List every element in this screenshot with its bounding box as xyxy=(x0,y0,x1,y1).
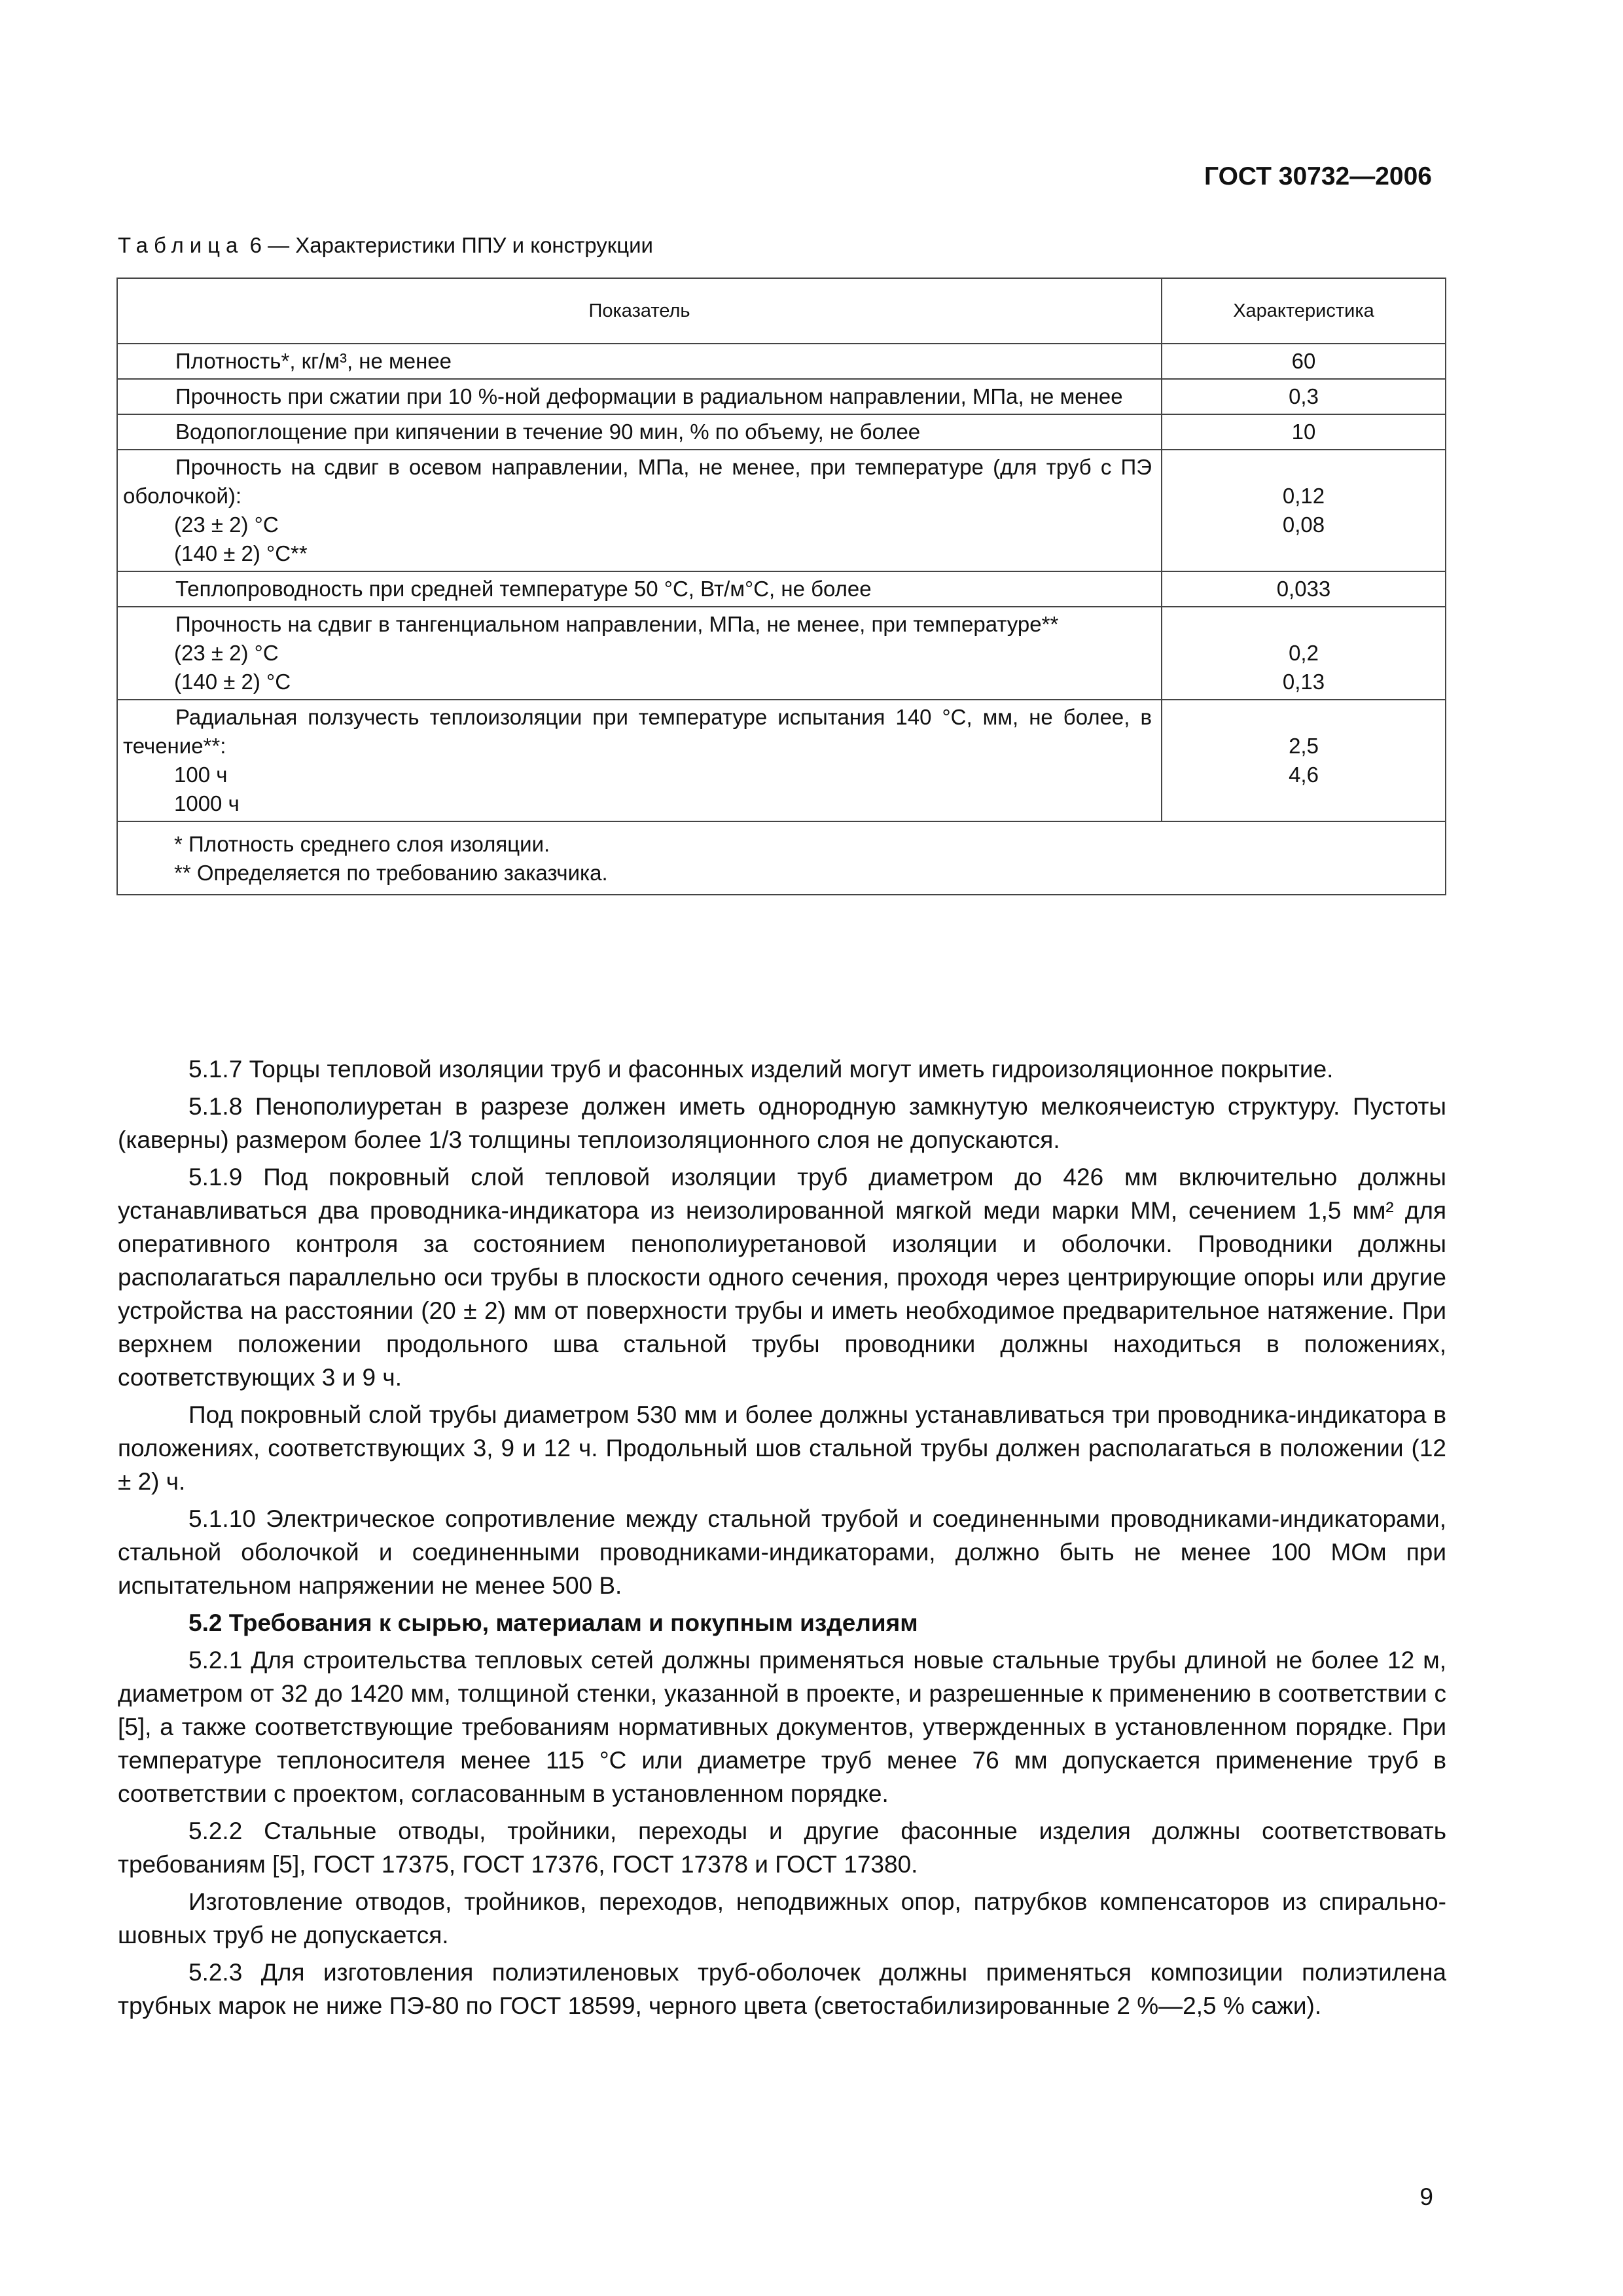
paragraph: 5.2.3 Для изготовления полиэтиленовых труб-оболочек должны применяться композиции полиэтилена трубных марок не ниже ПЭ-80 по ГОСТ 18599, черного цвета (светостабилизированные 2 %—2,5 % сажи). xyxy=(118,1959,1446,2019)
table-footnote: ** Определяется по требованию заказчика. xyxy=(174,861,608,885)
characteristic-value: 10 xyxy=(1291,420,1316,444)
table-row xyxy=(117,571,1446,607)
indicator-text: Водопоглощение при кипячении в течение 90 мин, % по объему, не более xyxy=(175,420,921,444)
characteristic-value: 4,6 xyxy=(1289,762,1319,787)
body-text xyxy=(118,1052,1446,2022)
value-cell xyxy=(1162,607,1446,700)
section-heading: 5.2 Требования к сырью, материалам и покупным изделиям xyxy=(188,1609,918,1636)
table-row xyxy=(117,450,1446,571)
column-header-value: Характеристика xyxy=(1162,278,1446,344)
table-footnote: * Плотность среднего слоя изоляции. xyxy=(174,832,550,856)
characteristic-value: 0,08 xyxy=(1282,512,1325,537)
indicator-cell xyxy=(117,379,1162,414)
value-cell xyxy=(1162,414,1446,450)
table-caption xyxy=(118,233,653,258)
indicator-text: Прочность на сдвиг в осевом направлении, МПа, не менее, при температуре (для труб с ПЭ оболочкой): xyxy=(123,455,1152,508)
value-cell xyxy=(1162,450,1446,571)
value-spacer xyxy=(1162,610,1445,639)
table-header-row xyxy=(117,278,1446,344)
indicator-condition: (23 ± 2) °С xyxy=(174,641,279,665)
characteristic-value: 2,5 xyxy=(1289,734,1319,758)
table-row xyxy=(117,607,1446,700)
value-cell xyxy=(1162,571,1446,607)
indicator-cell xyxy=(117,607,1162,700)
indicator-cell xyxy=(117,571,1162,607)
indicator-text: Прочность на сдвиг в тангенциальном направлении, МПа, не менее, при температуре** xyxy=(175,612,1059,636)
column-header-indicator: Показатель xyxy=(117,278,1162,344)
characteristic-value: 0,3 xyxy=(1289,384,1319,408)
table-row xyxy=(117,700,1446,821)
value-cell xyxy=(1162,344,1446,379)
paragraph: 5.1.10 Электрическое сопротивление между стальной трубой и соединенными проводниками-индикаторами, стальной оболочкой и соединенными проводниками-индикаторами, должно быть не менее 100 МОм при испытательном напряжении не менее 500 В. xyxy=(118,1505,1446,1599)
table-caption-title: 6 — Характеристики ППУ и конструкции xyxy=(249,233,653,257)
indicator-text: Радиальная ползучесть теплоизоляции при температуре испытания 140 °С, мм, не более, в течение**: xyxy=(123,705,1152,758)
indicator-condition: 100 ч xyxy=(174,762,228,787)
paragraph: 5.1.9 Под покровный слой тепловой изоляции труб диаметром до 426 мм включительно должны устанавливаться два проводника-индикатора из неизолированной мягкой меди марки ММ, сечением 1,5 мм² для оперативного контроля за состоянием пенополиуретановой изоляции и оболочки. Проводники должны располагаться параллельно оси трубы в плоскости одного сечения, проходя через центрирующие опоры или другие устройства на расстоянии (20 ± 2) мм от поверхности трубы и иметь необходимое предварительное натяжение. При верхнем положении продольного шва стальной трубы проводники должны находиться в положениях, соответствующих 3 и 9 ч. xyxy=(118,1164,1446,1391)
table-row xyxy=(117,379,1446,414)
characteristic-value: 0,13 xyxy=(1282,670,1325,694)
indicator-condition: (140 ± 2) °С** xyxy=(174,541,308,565)
indicator-text: Прочность при сжатии при 10 %-ной деформации в радиальном направлении, МПа, не менее xyxy=(175,384,1123,408)
table-row xyxy=(117,414,1446,450)
value-spacer xyxy=(1162,453,1445,482)
table-notes-row xyxy=(117,821,1446,895)
paragraph: Под покровный слой трубы диаметром 530 мм и более должны устанавливаться три проводника-индикатора в положениях, соответствующих 3, 9 и 12 ч. Продольный шов стальной трубы должен располагаться в положении (12 ± 2) ч. xyxy=(118,1401,1446,1495)
paragraph: 5.1.7 Торцы тепловой изоляции труб и фасонных изделий могут иметь гидроизоляционное покрытие. xyxy=(188,1056,1334,1083)
document-code: ГОСТ 30732—2006 xyxy=(1204,162,1432,190)
page-number: 9 xyxy=(1419,2183,1433,2210)
table-row xyxy=(117,344,1446,379)
indicator-cell xyxy=(117,414,1162,450)
value-cell xyxy=(1162,379,1446,414)
characteristic-value: 0,2 xyxy=(1289,641,1319,665)
indicator-cell xyxy=(117,450,1162,571)
value-spacer xyxy=(1162,703,1445,732)
indicator-condition: (140 ± 2) °С xyxy=(174,670,291,694)
paragraph: 5.2.2 Стальные отводы, тройники, переходы и другие фасонные изделия должны соответствовать требованиям [5], ГОСТ 17375, ГОСТ 17376, ГОСТ 17378 и ГОСТ 17380. xyxy=(118,1818,1446,1878)
indicator-cell xyxy=(117,700,1162,821)
indicator-text: Плотность*, кг/м³, не менее xyxy=(175,349,452,373)
paragraph: Изготовление отводов, тройников, переходов, неподвижных опор, патрубков компенсаторов из спирально-шовных труб не допускается. xyxy=(118,1888,1446,1948)
indicator-condition: 1000 ч xyxy=(174,791,240,816)
table-caption-label: Таблица xyxy=(118,233,244,257)
indicator-cell xyxy=(117,344,1162,379)
characteristics-table xyxy=(116,278,1446,895)
indicator-text: Теплопроводность при средней температуре 50 °С, Вт/м°С, не более xyxy=(175,577,872,601)
characteristic-value: 0,033 xyxy=(1276,577,1331,601)
value-cell xyxy=(1162,700,1446,821)
table-notes-cell xyxy=(117,821,1446,895)
characteristic-value: 0,12 xyxy=(1282,484,1325,508)
paragraph: 5.1.8 Пенополиуретан в разрезе должен иметь однородную замкнутую мелкоячеистую структуру. Пустоты (каверны) размером более 1/3 толщины теплоизоляционного слоя не допускаются. xyxy=(118,1093,1446,1153)
characteristic-value: 60 xyxy=(1291,349,1316,373)
paragraph: 5.2.1 Для строительства тепловых сетей должны применяться новые стальные трубы длиной не более 12 м, диаметром от 32 до 1420 мм, толщиной стенки, указанной в проекте, и разрешенные к применению в соответствии с [5], а также соответствующие требованиям нормативных документов, утвержденных в установленном порядке. При температуре теплоносителя менее 115 °С или диаметре труб менее 76 мм допускается применение труб в соответствии с проектом, согласованным в установленном порядке. xyxy=(118,1647,1446,1807)
indicator-condition: (23 ± 2) °С xyxy=(174,512,279,537)
